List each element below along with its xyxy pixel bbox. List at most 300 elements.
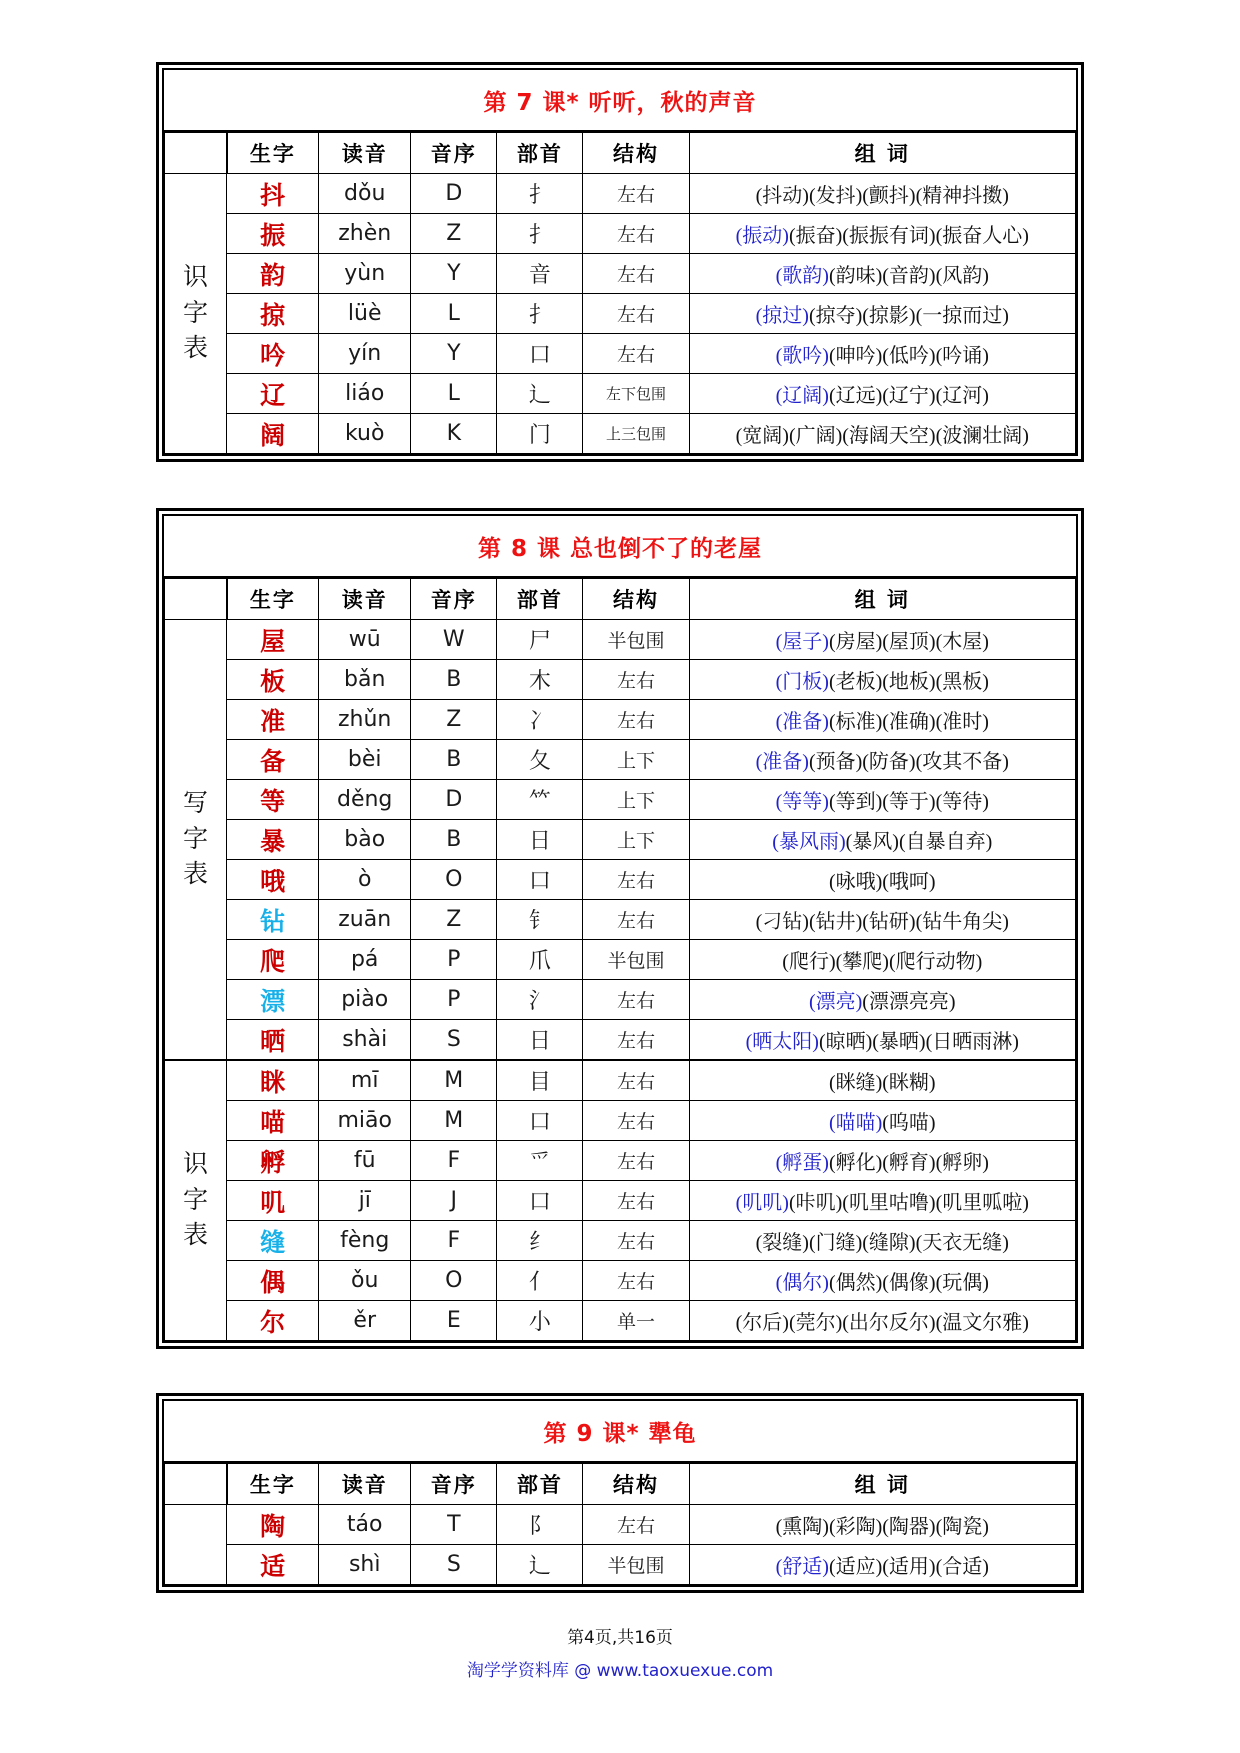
column-header-char: 生字 <box>227 1464 319 1505</box>
cell-structure: 上下 <box>583 740 689 780</box>
word-item: (孵育) <box>882 1152 936 1174</box>
table-row <box>165 940 1076 980</box>
cell-radical: 𥫗 <box>497 780 583 820</box>
word-item: (准时) <box>935 711 989 733</box>
word-item: (暴风) <box>845 831 899 853</box>
lesson-block <box>156 62 1084 462</box>
word-item: (偶然) <box>828 1272 883 1294</box>
cell-pinyin: yín <box>319 334 411 374</box>
lesson-title: 第 9 课* 犟龟 <box>164 1401 1076 1463</box>
table-row <box>165 740 1076 780</box>
lesson-blocks-container <box>0 62 1240 1593</box>
word-item: (等到) <box>828 791 883 813</box>
word-item: (精神抖擞) <box>915 185 1009 207</box>
cell-structure: 左右 <box>583 1101 689 1141</box>
word-item: (咏哦) <box>828 871 883 893</box>
cell-words <box>689 1181 1075 1221</box>
column-header-letter: 音序 <box>411 579 497 620</box>
word-item: (宽阔) <box>735 425 789 447</box>
cell-words <box>689 620 1075 660</box>
cell-pinyin: bǎn <box>319 660 411 700</box>
cell-structure: 左右 <box>583 1221 689 1261</box>
cell-character: 辽 <box>227 374 319 414</box>
column-header-char: 生字 <box>227 133 319 174</box>
word-item: (准备) <box>775 711 829 733</box>
word-item: (缝隙) <box>862 1232 916 1254</box>
cell-radical: 爫 <box>497 1141 583 1181</box>
word-item: (振动) <box>735 225 789 247</box>
cell-pinyin: liáo <box>319 374 411 414</box>
column-header-pinyin: 读音 <box>319 579 411 620</box>
cell-pinyin: yùn <box>319 254 411 294</box>
cell-radical: 口 <box>497 860 583 900</box>
cell-words <box>689 294 1075 334</box>
table-row <box>165 980 1076 1020</box>
word-item: (玩偶) <box>935 1272 989 1294</box>
section-label <box>165 1505 227 1585</box>
cell-pinyin: bèi <box>319 740 411 780</box>
cell-initial-letter: P <box>411 940 497 980</box>
word-item: (房屋) <box>828 631 883 653</box>
word-item: (木屋) <box>935 631 989 653</box>
cell-initial-letter: O <box>411 860 497 900</box>
cell-initial-letter: B <box>411 740 497 780</box>
header-corner-cell <box>165 579 227 620</box>
cell-initial-letter: L <box>411 374 497 414</box>
cell-character: 吟 <box>227 334 319 374</box>
word-item: (眯糊) <box>882 1072 936 1094</box>
cell-radical: 辶 <box>497 374 583 414</box>
cell-radical: 爪 <box>497 940 583 980</box>
word-item: (准确) <box>882 711 936 733</box>
cell-initial-letter: Z <box>411 900 497 940</box>
cell-character: 偶 <box>227 1261 319 1301</box>
cell-words <box>689 1301 1075 1341</box>
vocabulary-table <box>164 1463 1076 1585</box>
cell-pinyin: kuò <box>319 414 411 454</box>
word-item: (孵卵) <box>935 1152 989 1174</box>
cell-pinyin: fū <box>319 1141 411 1181</box>
cell-pinyin: zhèn <box>319 214 411 254</box>
cell-character: 韵 <box>227 254 319 294</box>
cell-words <box>689 660 1075 700</box>
section-label <box>165 1060 227 1341</box>
table-row <box>165 860 1076 900</box>
word-item: (喵喵) <box>828 1112 883 1134</box>
cell-words <box>689 214 1075 254</box>
section-label-char: 写 <box>183 790 209 818</box>
word-item: (振奋人心) <box>935 225 1029 247</box>
word-item: (暴风雨) <box>772 831 846 853</box>
table-row <box>165 1060 1076 1101</box>
lesson-block <box>156 1393 1084 1593</box>
cell-initial-letter: L <box>411 294 497 334</box>
word-item: (哦呵) <box>882 871 936 893</box>
cell-radical: 扌 <box>497 174 583 214</box>
cell-radical: 辶 <box>497 1545 583 1585</box>
cell-character: 哦 <box>227 860 319 900</box>
column-header-structure: 结构 <box>583 1464 689 1505</box>
word-item: (海阔天空) <box>842 425 936 447</box>
column-header-char: 生字 <box>227 579 319 620</box>
table-row <box>165 254 1076 294</box>
cell-radical: 目 <box>497 1060 583 1101</box>
word-item: (歌韵) <box>775 265 829 287</box>
word-item: (陶瓷) <box>935 1516 989 1538</box>
word-item: (彩陶) <box>828 1516 883 1538</box>
cell-character: 爬 <box>227 940 319 980</box>
table-row <box>165 1301 1076 1341</box>
cell-words <box>689 1141 1075 1181</box>
word-item: (漂漂亮亮) <box>862 991 956 1013</box>
column-header-words: 组 词 <box>689 1464 1075 1505</box>
header-corner-cell <box>165 133 227 174</box>
cell-character: 眯 <box>227 1060 319 1101</box>
cell-pinyin: shì <box>319 1545 411 1585</box>
cell-initial-letter: F <box>411 1141 497 1181</box>
word-item: (门板) <box>775 671 829 693</box>
table-row <box>165 820 1076 860</box>
word-item: (防备) <box>862 751 916 773</box>
section-label-char: 字 <box>183 1186 209 1214</box>
cell-initial-letter: Y <box>411 334 497 374</box>
cell-structure: 左右 <box>583 860 689 900</box>
cell-words <box>689 414 1075 454</box>
word-item: (地板) <box>882 671 936 693</box>
cell-words <box>689 1221 1075 1261</box>
cell-radical: 门 <box>497 414 583 454</box>
cell-words <box>689 860 1075 900</box>
cell-radical: 冫 <box>497 700 583 740</box>
cell-words <box>689 980 1075 1020</box>
cell-structure: 半包围 <box>583 940 689 980</box>
word-item: (辽阔) <box>775 385 829 407</box>
word-item: (叽里呱啦) <box>935 1192 1029 1214</box>
word-item: (熏陶) <box>775 1516 829 1538</box>
cell-structure: 半包围 <box>583 1545 689 1585</box>
table-row <box>165 1020 1076 1061</box>
cell-initial-letter: F <box>411 1221 497 1261</box>
vocabulary-table <box>164 132 1076 454</box>
word-item: (韵味) <box>828 265 883 287</box>
cell-structure: 上下 <box>583 780 689 820</box>
cell-structure: 单一 <box>583 1301 689 1341</box>
word-item: (叽里咕噜) <box>842 1192 936 1214</box>
cell-character: 屋 <box>227 620 319 660</box>
cell-pinyin: děng <box>319 780 411 820</box>
word-item: (低吟) <box>882 345 936 367</box>
cell-structure: 左右 <box>583 214 689 254</box>
word-item: (晒太阳) <box>745 1031 819 1053</box>
cell-words <box>689 1261 1075 1301</box>
header-corner-cell <box>165 1464 227 1505</box>
cell-initial-letter: W <box>411 620 497 660</box>
word-item: (出尔反尔) <box>842 1312 936 1334</box>
word-item: (黑板) <box>935 671 989 693</box>
cell-initial-letter: M <box>411 1060 497 1101</box>
cell-radical: 小 <box>497 1301 583 1341</box>
cell-initial-letter: M <box>411 1101 497 1141</box>
word-item: (晾晒) <box>818 1031 873 1053</box>
cell-words <box>689 1545 1075 1585</box>
word-item: (老板) <box>828 671 883 693</box>
top-spacer <box>0 0 1240 62</box>
word-item: (预备) <box>808 751 863 773</box>
cell-words <box>689 334 1075 374</box>
cell-pinyin: táo <box>319 1505 411 1545</box>
word-item: (振振有词) <box>842 225 936 247</box>
cell-words <box>689 940 1075 980</box>
cell-radical: 口 <box>497 1181 583 1221</box>
cell-character: 晒 <box>227 1020 319 1061</box>
word-item: (钻井) <box>808 911 863 933</box>
section-label <box>165 174 227 454</box>
cell-pinyin: mī <box>319 1060 411 1101</box>
cell-character: 备 <box>227 740 319 780</box>
cell-pinyin: miāo <box>319 1101 411 1141</box>
section-label-char: 识 <box>183 264 209 292</box>
word-item: (波澜壮阔) <box>935 425 1029 447</box>
word-item: (广阔) <box>788 425 843 447</box>
table-row <box>165 780 1076 820</box>
cell-words <box>689 780 1075 820</box>
table-row <box>165 214 1076 254</box>
word-item: (等于) <box>882 791 936 813</box>
cell-pinyin: ò <box>319 860 411 900</box>
cell-initial-letter: J <box>411 1181 497 1221</box>
section-label-char: 表 <box>183 335 209 363</box>
cell-initial-letter: S <box>411 1020 497 1061</box>
table-row <box>165 1505 1076 1545</box>
cell-radical: 口 <box>497 1101 583 1141</box>
cell-radical: 阝 <box>497 1505 583 1545</box>
column-header-words: 组 词 <box>689 133 1075 174</box>
cell-character: 漂 <box>227 980 319 1020</box>
cell-radical: 日 <box>497 820 583 860</box>
cell-radical: 扌 <box>497 294 583 334</box>
word-item: (爬行) <box>782 951 836 973</box>
word-item: (暴晒) <box>872 1031 926 1053</box>
word-item: (攻其不备) <box>915 751 1009 773</box>
cell-words <box>689 1101 1075 1141</box>
table-header-row <box>165 579 1076 620</box>
site-watermark: 淘学学资料库 @ www.taoxuexue.com <box>466 1661 774 1681</box>
word-item: (振奋) <box>788 225 843 247</box>
cell-character: 喵 <box>227 1101 319 1141</box>
word-item: (抖动) <box>755 185 809 207</box>
cell-character: 掠 <box>227 294 319 334</box>
cell-structure: 左右 <box>583 294 689 334</box>
vocabulary-table <box>164 578 1076 1341</box>
word-item: (天衣无缝) <box>915 1232 1009 1254</box>
column-header-structure: 结构 <box>583 579 689 620</box>
table-row <box>165 1545 1076 1585</box>
word-item: (叽叽) <box>735 1192 789 1214</box>
word-item: (舒适) <box>775 1556 829 1578</box>
cell-pinyin: zuān <box>319 900 411 940</box>
word-item: (等待) <box>935 791 989 813</box>
table-header-row <box>165 1464 1076 1505</box>
word-item: (屋顶) <box>882 631 936 653</box>
cell-words <box>689 820 1075 860</box>
cell-character: 尔 <box>227 1301 319 1341</box>
word-item: (吟诵) <box>935 345 989 367</box>
column-header-pinyin: 读音 <box>319 1464 411 1505</box>
cell-structure: 左右 <box>583 660 689 700</box>
section-label-char: 表 <box>183 861 209 889</box>
word-item: (漂亮) <box>808 991 863 1013</box>
column-header-radical: 部首 <box>497 1464 583 1505</box>
cell-structure: 左右 <box>583 980 689 1020</box>
column-header-letter: 音序 <box>411 1464 497 1505</box>
word-item: (自暴自弃) <box>898 831 993 853</box>
cell-structure: 上下 <box>583 820 689 860</box>
word-item: (歌吟) <box>775 345 829 367</box>
cell-structure: 左右 <box>583 1261 689 1301</box>
section-label <box>165 620 227 1061</box>
cell-character: 陶 <box>227 1505 319 1545</box>
cell-character: 准 <box>227 700 319 740</box>
cell-initial-letter: Z <box>411 214 497 254</box>
word-item: (屋子) <box>775 631 829 653</box>
cell-structure: 上三包围 <box>583 414 689 454</box>
column-header-structure: 结构 <box>583 133 689 174</box>
word-item: (发抖) <box>808 185 863 207</box>
cell-initial-letter: B <box>411 660 497 700</box>
cell-pinyin: bào <box>319 820 411 860</box>
cell-character: 等 <box>227 780 319 820</box>
word-item: (风韵) <box>935 265 989 287</box>
cell-radical: 扌 <box>497 214 583 254</box>
cell-pinyin: shài <box>319 1020 411 1061</box>
cell-words <box>689 740 1075 780</box>
cell-pinyin: zhǔn <box>319 700 411 740</box>
word-item: (刁钻) <box>755 911 809 933</box>
cell-pinyin: ǒu <box>319 1261 411 1301</box>
cell-words <box>689 1060 1075 1101</box>
word-item: (音韵) <box>882 265 936 287</box>
word-item: (适应) <box>828 1556 883 1578</box>
lesson-title: 第 8 课 总也倒不了的老屋 <box>164 516 1076 578</box>
table-row <box>165 660 1076 700</box>
lesson-inner-frame <box>162 68 1078 456</box>
table-row <box>165 1181 1076 1221</box>
cell-words <box>689 1505 1075 1545</box>
word-item: (钻牛角尖) <box>915 911 1009 933</box>
cell-structure: 左右 <box>583 700 689 740</box>
cell-radical: 氵 <box>497 980 583 1020</box>
cell-pinyin: dǒu <box>319 174 411 214</box>
word-item: (咔叽) <box>788 1192 843 1214</box>
table-row <box>165 1141 1076 1181</box>
word-item: (温文尔雅) <box>935 1312 1029 1334</box>
block-spacer <box>0 462 1240 508</box>
word-item: (莞尔) <box>788 1312 843 1334</box>
cell-structure: 左右 <box>583 1181 689 1221</box>
section-label-char: 识 <box>183 1151 209 1179</box>
word-item: (掠影) <box>862 305 916 327</box>
section-label-char: 字 <box>183 825 209 853</box>
word-item: (颤抖) <box>862 185 916 207</box>
word-item: (一掠而过) <box>915 305 1009 327</box>
word-item: (陶器) <box>882 1516 936 1538</box>
cell-words <box>689 700 1075 740</box>
cell-radical: 尸 <box>497 620 583 660</box>
word-item: (适用) <box>882 1556 936 1578</box>
cell-character: 钻 <box>227 900 319 940</box>
cell-initial-letter: O <box>411 1261 497 1301</box>
table-row <box>165 294 1076 334</box>
cell-pinyin: pá <box>319 940 411 980</box>
word-item: (裂缝) <box>755 1232 809 1254</box>
lesson-block <box>156 508 1084 1349</box>
cell-radical: 木 <box>497 660 583 700</box>
cell-character: 适 <box>227 1545 319 1585</box>
cell-structure: 左右 <box>583 174 689 214</box>
cell-words <box>689 900 1075 940</box>
cell-radical: 日 <box>497 1020 583 1061</box>
cell-words <box>689 1020 1075 1061</box>
cell-character: 阔 <box>227 414 319 454</box>
cell-pinyin: wū <box>319 620 411 660</box>
table-row <box>165 334 1076 374</box>
cell-character: 孵 <box>227 1141 319 1181</box>
cell-initial-letter: D <box>411 780 497 820</box>
word-item: (准备) <box>755 751 809 773</box>
word-item: (辽河) <box>935 385 989 407</box>
column-header-radical: 部首 <box>497 133 583 174</box>
word-item: (攀爬) <box>835 951 889 973</box>
word-item: (偶像) <box>882 1272 936 1294</box>
cell-initial-letter: K <box>411 414 497 454</box>
word-item: (合适) <box>935 1556 989 1578</box>
cell-words <box>689 174 1075 214</box>
section-label-char: 表 <box>183 1222 209 1250</box>
table-row <box>165 700 1076 740</box>
section-label-char: 字 <box>183 299 209 327</box>
table-row <box>165 620 1076 660</box>
cell-structure: 左右 <box>583 334 689 374</box>
cell-pinyin: fèng <box>319 1221 411 1261</box>
block-spacer <box>0 1349 1240 1393</box>
cell-radical: 夂 <box>497 740 583 780</box>
cell-character: 振 <box>227 214 319 254</box>
page-number: 第4页,共16页 <box>567 1628 673 1648</box>
table-row <box>165 1221 1076 1261</box>
column-header-words: 组 词 <box>689 579 1075 620</box>
cell-radical: 音 <box>497 254 583 294</box>
table-row <box>165 174 1076 214</box>
cell-pinyin: ěr <box>319 1301 411 1341</box>
cell-character: 抖 <box>227 174 319 214</box>
page-footer <box>0 1623 1240 1681</box>
cell-structure: 半包围 <box>583 620 689 660</box>
word-item: (孵蛋) <box>775 1152 829 1174</box>
word-item: (辽远) <box>828 385 883 407</box>
lesson-inner-frame <box>162 514 1078 1343</box>
lesson-inner-frame <box>162 1399 1078 1587</box>
cell-radical: 口 <box>497 334 583 374</box>
table-row <box>165 414 1076 454</box>
cell-pinyin: lüè <box>319 294 411 334</box>
word-item: (掠过) <box>755 305 809 327</box>
word-item: (孵化) <box>828 1152 883 1174</box>
cell-character: 板 <box>227 660 319 700</box>
cell-character: 叽 <box>227 1181 319 1221</box>
cell-words <box>689 374 1075 414</box>
word-item: (等等) <box>775 791 829 813</box>
cell-radical: 亻 <box>497 1261 583 1301</box>
